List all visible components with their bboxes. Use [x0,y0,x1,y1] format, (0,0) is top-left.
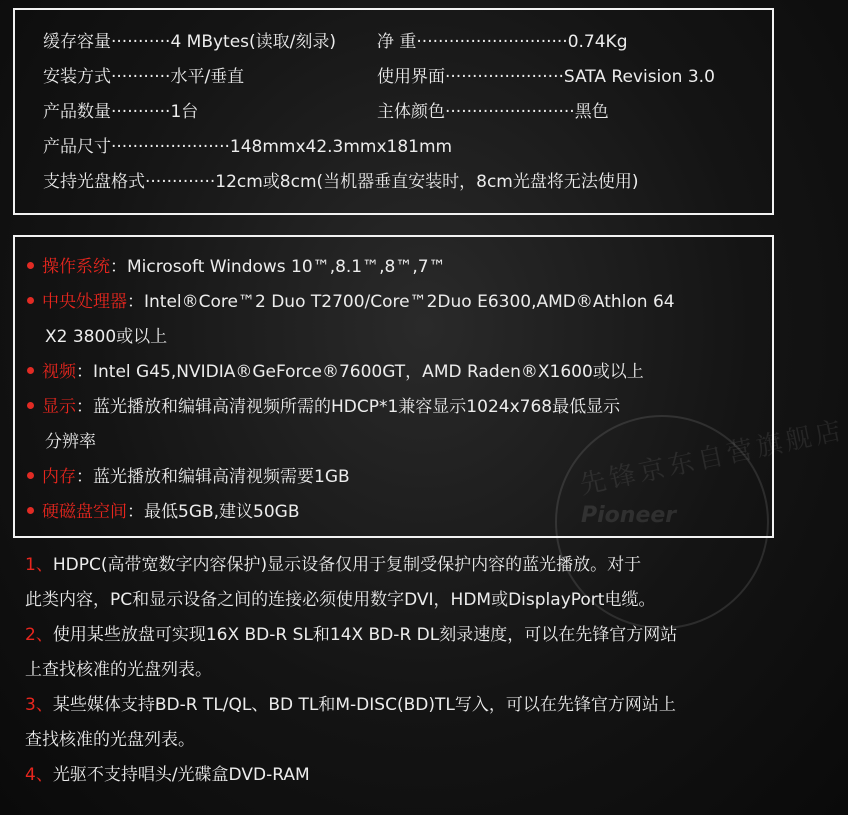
bullet-icon [27,507,34,514]
spec-color: 主体颜色························黑色 [377,102,609,122]
req-cpu: 中央处理器：Intel®Core™2 Duo T2700/Core™2Duo E6300,AMD®Athlon 64 [27,290,675,314]
req-cpu-cont: X2 3800或以上 [45,327,168,347]
spec-weight: 净 重····························0.74Kg [377,32,628,52]
spec-interface: 使用界面······················SATA Revision 3.0 [377,67,715,87]
req-display-cont: 分辨率 [45,432,96,452]
req-display: 显示：蓝光播放和编辑高清视频所需的HDCP*1兼容显示1024x768最低显示 [27,395,620,419]
note-2: 2、使用某些放盘可实现16X BD-R SL和14X BD-R DL刻录速度，可以在先锋官方网站 [25,625,678,645]
bullet-icon [27,297,34,304]
spec-size: 产品尺寸······················148mmx42.3mmx181mm [43,137,453,157]
note-1-cont: 此类内容，PC和显示设备之间的连接必须使用数字DVI，HDM或DisplayPort电缆。 [25,590,656,610]
note-1: 1、HDPC(高带宽数字内容保护)显示设备仅用于复制受保护内容的蓝光播放。对于 [25,555,642,575]
spec-count: 产品数量···········1台 [43,102,199,122]
req-disk: 硬磁盘空间：最低5GB,建议50GB [27,500,300,524]
note-3-cont: 查找核准的光盘列表。 [25,730,195,750]
note-3: 3、某些媒体支持BD-R TL/QL、BD TL和M-DISC(BD)TL写入，可以在先锋官方网站上 [25,695,676,715]
req-memory: 内存：蓝光播放和编辑高清视频需要1GB [27,465,350,489]
spec-panel [13,8,774,215]
note-4: 4、光驱不支持唱头/光碟盒DVD-RAM [25,765,310,785]
bullet-icon [27,367,34,374]
bullet-icon [27,262,34,269]
note-2-cont: 上查找核准的光盘列表。 [25,660,212,680]
spec-disc: 支持光盘格式·············12cm或8cm(当机器垂直安装时，8cm光盘将无法使用) [43,172,639,192]
spec-install: 安装方式···········水平/垂直 [43,67,245,87]
spec-cache: 缓存容量···········4 MBytes(读取/刻录) [43,32,337,52]
req-video: 视频：Intel G45,NVIDIA®GeForce®7600GT，AMD Raden®X1600或以上 [27,360,644,384]
bullet-icon [27,402,34,409]
watermark-ring-text: 先锋京东自营旗舰店 [577,415,848,501]
bullet-icon [27,472,34,479]
req-os: 操作系统：Microsoft Windows 10™,8.1™,8™,7™ [27,255,446,279]
watermark-logo: Pioneer [581,503,677,528]
